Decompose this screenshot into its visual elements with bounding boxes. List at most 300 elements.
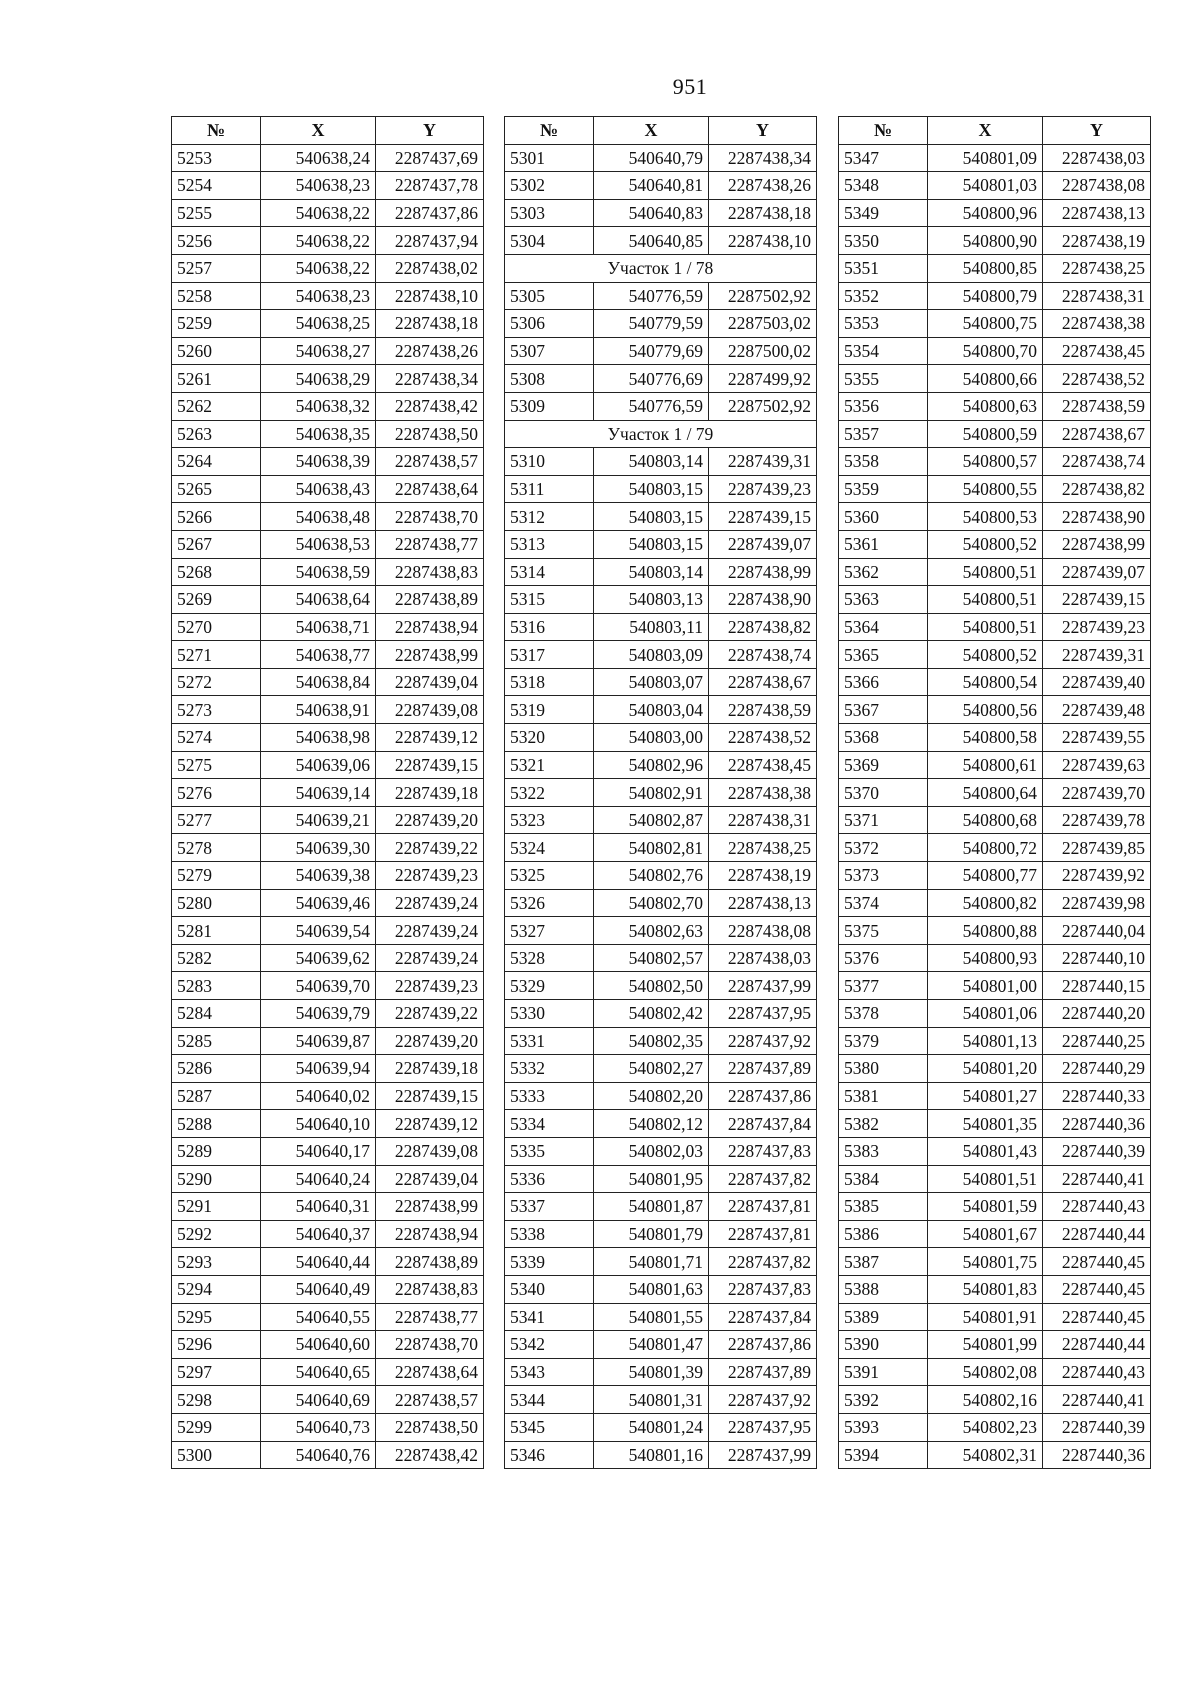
x-coordinate-cell: 540800,64: [928, 779, 1043, 807]
point-number-cell: 5323: [505, 806, 594, 834]
point-number-cell: 5298: [172, 1386, 261, 1414]
y-coordinate-cell: 2287438,59: [1043, 392, 1151, 420]
x-coordinate-cell: 540639,94: [261, 1055, 376, 1083]
table-row: [505, 475, 817, 503]
header-num: №: [172, 117, 261, 145]
table-row: [172, 1358, 484, 1386]
point-number-cell: 5296: [172, 1331, 261, 1359]
table-row: [839, 668, 1151, 696]
x-coordinate-cell: 540800,63: [928, 392, 1043, 420]
y-coordinate-cell: 2287438,50: [376, 1413, 484, 1441]
x-coordinate-cell: 540801,43: [928, 1137, 1043, 1165]
point-number-cell: 5305: [505, 282, 594, 310]
point-number-cell: 5370: [839, 779, 928, 807]
point-number-cell: 5335: [505, 1137, 594, 1165]
y-coordinate-cell: 2287437,95: [709, 1413, 817, 1441]
point-number-cell: 5255: [172, 199, 261, 227]
x-coordinate-cell: 540638,22: [261, 254, 376, 282]
x-coordinate-cell: 540803,15: [594, 475, 709, 503]
x-coordinate-cell: 540800,51: [928, 558, 1043, 586]
coordinate-table-2: [504, 116, 817, 1469]
x-coordinate-cell: 540639,87: [261, 1027, 376, 1055]
table-row: [839, 172, 1151, 200]
table-row: [505, 696, 817, 724]
table-row: [839, 254, 1151, 282]
point-number-cell: 5267: [172, 530, 261, 558]
x-coordinate-cell: 540639,14: [261, 779, 376, 807]
table-row: [505, 337, 817, 365]
point-number-cell: 5284: [172, 1000, 261, 1028]
y-coordinate-cell: 2287438,38: [709, 779, 817, 807]
x-coordinate-cell: 540802,70: [594, 889, 709, 917]
table-row: [172, 392, 484, 420]
table-row: [172, 668, 484, 696]
y-coordinate-cell: 2287440,41: [1043, 1386, 1151, 1414]
point-number-cell: 5264: [172, 448, 261, 476]
header-x: X: [594, 117, 709, 145]
point-number-cell: 5269: [172, 586, 261, 614]
y-coordinate-cell: 2287438,70: [376, 1331, 484, 1359]
y-coordinate-cell: 2287500,02: [709, 337, 817, 365]
y-coordinate-cell: 2287439,18: [376, 1055, 484, 1083]
point-number-cell: 5254: [172, 172, 261, 200]
point-number-cell: 5272: [172, 668, 261, 696]
y-coordinate-cell: 2287438,52: [709, 724, 817, 752]
x-coordinate-cell: 540801,87: [594, 1193, 709, 1221]
x-coordinate-cell: 540639,70: [261, 972, 376, 1000]
y-coordinate-cell: 2287437,83: [709, 1275, 817, 1303]
y-coordinate-cell: 2287437,84: [709, 1303, 817, 1331]
y-coordinate-cell: 2287437,86: [376, 199, 484, 227]
y-coordinate-cell: 2287437,92: [709, 1027, 817, 1055]
table-row: [172, 1137, 484, 1165]
table-row: [172, 1110, 484, 1138]
point-number-cell: 5328: [505, 944, 594, 972]
coordinate-table-3: [838, 116, 1151, 1469]
y-coordinate-cell: 2287438,90: [709, 586, 817, 614]
point-number-cell: 5363: [839, 586, 928, 614]
y-coordinate-cell: 2287437,89: [709, 1055, 817, 1083]
table-row: [505, 917, 817, 945]
point-number-cell: 5394: [839, 1441, 928, 1469]
x-coordinate-cell: 540638,23: [261, 282, 376, 310]
table-row: [839, 944, 1151, 972]
coordinate-table-1: [171, 116, 484, 1469]
y-coordinate-cell: 2287437,83: [709, 1137, 817, 1165]
point-number-cell: 5356: [839, 392, 928, 420]
point-number-cell: 5320: [505, 724, 594, 752]
x-coordinate-cell: 540802,50: [594, 972, 709, 1000]
table-row: [172, 1275, 484, 1303]
x-coordinate-cell: 540801,75: [928, 1248, 1043, 1276]
point-number-cell: 5361: [839, 530, 928, 558]
y-coordinate-cell: 2287439,78: [1043, 806, 1151, 834]
header-num: №: [839, 117, 928, 145]
y-coordinate-cell: 2287438,99: [376, 641, 484, 669]
x-coordinate-cell: 540638,71: [261, 613, 376, 641]
x-coordinate-cell: 540638,64: [261, 586, 376, 614]
table-row: [172, 806, 484, 834]
x-coordinate-cell: 540638,53: [261, 530, 376, 558]
x-coordinate-cell: 540803,14: [594, 558, 709, 586]
y-coordinate-cell: 2287503,02: [709, 310, 817, 338]
x-coordinate-cell: 540800,58: [928, 724, 1043, 752]
table-row: [505, 282, 817, 310]
table-row: [839, 586, 1151, 614]
x-coordinate-cell: 540801,31: [594, 1386, 709, 1414]
y-coordinate-cell: 2287438,02: [376, 254, 484, 282]
point-number-cell: 5375: [839, 917, 928, 945]
x-coordinate-cell: 540801,09: [928, 144, 1043, 172]
y-coordinate-cell: 2287438,19: [709, 862, 817, 890]
x-coordinate-cell: 540638,22: [261, 199, 376, 227]
x-coordinate-cell: 540638,22: [261, 227, 376, 255]
point-number-cell: 5253: [172, 144, 261, 172]
table-row: [172, 503, 484, 531]
point-number-cell: 5317: [505, 641, 594, 669]
table-row: [839, 282, 1151, 310]
x-coordinate-cell: 540638,35: [261, 420, 376, 448]
y-coordinate-cell: 2287438,42: [376, 392, 484, 420]
y-coordinate-cell: 2287439,15: [376, 1082, 484, 1110]
point-number-cell: 5390: [839, 1331, 928, 1359]
y-coordinate-cell: 2287437,78: [376, 172, 484, 200]
x-coordinate-cell: 540639,38: [261, 862, 376, 890]
point-number-cell: 5287: [172, 1082, 261, 1110]
y-coordinate-cell: 2287438,08: [1043, 172, 1151, 200]
table-row: [172, 779, 484, 807]
x-coordinate-cell: 540640,81: [594, 172, 709, 200]
x-coordinate-cell: 540801,39: [594, 1358, 709, 1386]
point-number-cell: 5315: [505, 586, 594, 614]
point-number-cell: 5347: [839, 144, 928, 172]
y-coordinate-cell: 2287499,92: [709, 365, 817, 393]
point-number-cell: 5360: [839, 503, 928, 531]
y-coordinate-cell: 2287440,20: [1043, 1000, 1151, 1028]
y-coordinate-cell: 2287438,94: [376, 1220, 484, 1248]
point-number-cell: 5388: [839, 1275, 928, 1303]
y-coordinate-cell: 2287438,74: [1043, 448, 1151, 476]
table-row: [839, 862, 1151, 890]
y-coordinate-cell: 2287437,99: [709, 972, 817, 1000]
y-coordinate-cell: 2287439,23: [376, 862, 484, 890]
point-number-cell: 5279: [172, 862, 261, 890]
y-coordinate-cell: 2287438,42: [376, 1441, 484, 1469]
point-number-cell: 5391: [839, 1358, 928, 1386]
point-number-cell: 5283: [172, 972, 261, 1000]
x-coordinate-cell: 540803,07: [594, 668, 709, 696]
x-coordinate-cell: 540800,54: [928, 668, 1043, 696]
header-x: X: [261, 117, 376, 145]
table-row: [839, 1137, 1151, 1165]
x-coordinate-cell: 540800,90: [928, 227, 1043, 255]
y-coordinate-cell: 2287438,57: [376, 1386, 484, 1414]
table-row: [172, 1220, 484, 1248]
y-coordinate-cell: 2287438,90: [1043, 503, 1151, 531]
point-number-cell: 5371: [839, 806, 928, 834]
table-row: [172, 1413, 484, 1441]
table-row: [839, 1303, 1151, 1331]
x-coordinate-cell: 540800,53: [928, 503, 1043, 531]
point-number-cell: 5316: [505, 613, 594, 641]
point-number-cell: 5346: [505, 1441, 594, 1469]
x-coordinate-cell: 540639,21: [261, 806, 376, 834]
point-number-cell: 5355: [839, 365, 928, 393]
y-coordinate-cell: 2287438,67: [709, 668, 817, 696]
point-number-cell: 5393: [839, 1413, 928, 1441]
x-coordinate-cell: 540800,51: [928, 586, 1043, 614]
y-coordinate-cell: 2287438,59: [709, 696, 817, 724]
table-row: [172, 199, 484, 227]
x-coordinate-cell: 540640,31: [261, 1193, 376, 1221]
table-row: [505, 199, 817, 227]
y-coordinate-cell: 2287438,77: [376, 530, 484, 558]
table-row: [505, 448, 817, 476]
y-coordinate-cell: 2287438,31: [709, 806, 817, 834]
table-row: [172, 917, 484, 945]
table-row: [505, 751, 817, 779]
x-coordinate-cell: 540802,63: [594, 917, 709, 945]
table-row: [172, 1027, 484, 1055]
table-row: [505, 530, 817, 558]
table-row: [839, 806, 1151, 834]
x-coordinate-cell: 540803,00: [594, 724, 709, 752]
y-coordinate-cell: 2287439,24: [376, 889, 484, 917]
table-row: [172, 889, 484, 917]
y-coordinate-cell: 2287437,94: [376, 227, 484, 255]
x-coordinate-cell: 540638,48: [261, 503, 376, 531]
table-row: [505, 1137, 817, 1165]
y-coordinate-cell: 2287438,74: [709, 641, 817, 669]
x-coordinate-cell: 540640,37: [261, 1220, 376, 1248]
table-row: [505, 779, 817, 807]
x-coordinate-cell: 540800,82: [928, 889, 1043, 917]
x-coordinate-cell: 540802,76: [594, 862, 709, 890]
table-row: [172, 696, 484, 724]
point-number-cell: 5309: [505, 392, 594, 420]
table-row: [172, 1082, 484, 1110]
x-coordinate-cell: 540802,57: [594, 944, 709, 972]
table-row: [172, 944, 484, 972]
x-coordinate-cell: 540638,77: [261, 641, 376, 669]
table-row: [505, 1000, 817, 1028]
y-coordinate-cell: 2287438,70: [376, 503, 484, 531]
point-number-cell: 5300: [172, 1441, 261, 1469]
table-row: [172, 144, 484, 172]
y-coordinate-cell: 2287437,84: [709, 1110, 817, 1138]
x-coordinate-cell: 540800,70: [928, 337, 1043, 365]
y-coordinate-cell: 2287438,31: [1043, 282, 1151, 310]
point-number-cell: 5280: [172, 889, 261, 917]
x-coordinate-cell: 540801,06: [928, 1000, 1043, 1028]
x-coordinate-cell: 540800,56: [928, 696, 1043, 724]
table-row: [172, 1248, 484, 1276]
y-coordinate-cell: 2287439,63: [1043, 751, 1151, 779]
y-coordinate-cell: 2287438,10: [376, 282, 484, 310]
x-coordinate-cell: 540801,35: [928, 1110, 1043, 1138]
point-number-cell: 5367: [839, 696, 928, 724]
point-number-cell: 5344: [505, 1386, 594, 1414]
table-row: [839, 227, 1151, 255]
table-row: [172, 1303, 484, 1331]
table-row: [172, 834, 484, 862]
header-row: [172, 117, 484, 145]
x-coordinate-cell: 540776,59: [594, 392, 709, 420]
table-row: [839, 392, 1151, 420]
point-number-cell: 5389: [839, 1303, 928, 1331]
table-row: [505, 144, 817, 172]
point-number-cell: 5345: [505, 1413, 594, 1441]
x-coordinate-cell: 540638,43: [261, 475, 376, 503]
x-coordinate-cell: 540640,24: [261, 1165, 376, 1193]
x-coordinate-cell: 540803,11: [594, 613, 709, 641]
header-y: Y: [376, 117, 484, 145]
table-row: [505, 1441, 817, 1469]
x-coordinate-cell: 540801,91: [928, 1303, 1043, 1331]
x-coordinate-cell: 540640,60: [261, 1331, 376, 1359]
y-coordinate-cell: 2287439,15: [1043, 586, 1151, 614]
x-coordinate-cell: 540802,31: [928, 1441, 1043, 1469]
y-coordinate-cell: 2287437,82: [709, 1165, 817, 1193]
point-number-cell: 5336: [505, 1165, 594, 1193]
table-row: [505, 641, 817, 669]
y-coordinate-cell: 2287439,20: [376, 806, 484, 834]
point-number-cell: 5304: [505, 227, 594, 255]
y-coordinate-cell: 2287438,45: [709, 751, 817, 779]
table-row: [172, 1331, 484, 1359]
table-row: [839, 448, 1151, 476]
y-coordinate-cell: 2287440,44: [1043, 1220, 1151, 1248]
point-number-cell: 5291: [172, 1193, 261, 1221]
x-coordinate-cell: 540779,59: [594, 310, 709, 338]
point-number-cell: 5387: [839, 1248, 928, 1276]
y-coordinate-cell: 2287439,12: [376, 724, 484, 752]
y-coordinate-cell: 2287439,92: [1043, 862, 1151, 890]
point-number-cell: 5258: [172, 282, 261, 310]
x-coordinate-cell: 540801,16: [594, 1441, 709, 1469]
x-coordinate-cell: 540801,99: [928, 1331, 1043, 1359]
table-row: [505, 1275, 817, 1303]
y-coordinate-cell: 2287439,18: [376, 779, 484, 807]
table-row: [172, 558, 484, 586]
x-coordinate-cell: 540802,12: [594, 1110, 709, 1138]
y-coordinate-cell: 2287437,82: [709, 1248, 817, 1276]
x-coordinate-cell: 540801,47: [594, 1331, 709, 1359]
y-coordinate-cell: 2287438,03: [709, 944, 817, 972]
y-coordinate-cell: 2287440,41: [1043, 1165, 1151, 1193]
section-row: [505, 254, 817, 282]
y-coordinate-cell: 2287439,98: [1043, 889, 1151, 917]
x-coordinate-cell: 540640,76: [261, 1441, 376, 1469]
header-y: Y: [1043, 117, 1151, 145]
y-coordinate-cell: 2287439,22: [376, 834, 484, 862]
y-coordinate-cell: 2287438,64: [376, 1358, 484, 1386]
y-coordinate-cell: 2287439,15: [376, 751, 484, 779]
x-coordinate-cell: 540640,73: [261, 1413, 376, 1441]
x-coordinate-cell: 540640,49: [261, 1275, 376, 1303]
x-coordinate-cell: 540640,83: [594, 199, 709, 227]
table-row: [839, 1386, 1151, 1414]
point-number-cell: 5278: [172, 834, 261, 862]
x-coordinate-cell: 540800,52: [928, 641, 1043, 669]
point-number-cell: 5273: [172, 696, 261, 724]
table-row: [505, 668, 817, 696]
table-row: [839, 1331, 1151, 1359]
section-title: Участок 1 / 79: [505, 420, 817, 448]
x-coordinate-cell: 540800,57: [928, 448, 1043, 476]
x-coordinate-cell: 540639,54: [261, 917, 376, 945]
x-coordinate-cell: 540800,68: [928, 806, 1043, 834]
table-row: [839, 1193, 1151, 1221]
point-number-cell: 5308: [505, 365, 594, 393]
table-row: [505, 310, 817, 338]
x-coordinate-cell: 540640,85: [594, 227, 709, 255]
table-row: [505, 1248, 817, 1276]
y-coordinate-cell: 2287438,50: [376, 420, 484, 448]
y-coordinate-cell: 2287440,04: [1043, 917, 1151, 945]
y-coordinate-cell: 2287440,45: [1043, 1248, 1151, 1276]
point-number-cell: 5259: [172, 310, 261, 338]
y-coordinate-cell: 2287440,33: [1043, 1082, 1151, 1110]
point-number-cell: 5271: [172, 641, 261, 669]
point-number-cell: 5381: [839, 1082, 928, 1110]
y-coordinate-cell: 2287437,95: [709, 1000, 817, 1028]
x-coordinate-cell: 540802,08: [928, 1358, 1043, 1386]
table-row: [172, 227, 484, 255]
point-number-cell: 5311: [505, 475, 594, 503]
table-row: [505, 1303, 817, 1331]
x-coordinate-cell: 540802,16: [928, 1386, 1043, 1414]
table-row: [505, 1082, 817, 1110]
table-row: [839, 475, 1151, 503]
table-row: [172, 613, 484, 641]
x-coordinate-cell: 540638,27: [261, 337, 376, 365]
point-number-cell: 5290: [172, 1165, 261, 1193]
point-number-cell: 5384: [839, 1165, 928, 1193]
y-coordinate-cell: 2287440,43: [1043, 1193, 1151, 1221]
table-row: [839, 310, 1151, 338]
header-num: №: [505, 117, 594, 145]
y-coordinate-cell: 2287439,55: [1043, 724, 1151, 752]
table-row: [505, 889, 817, 917]
x-coordinate-cell: 540801,55: [594, 1303, 709, 1331]
point-number-cell: 5325: [505, 862, 594, 890]
x-coordinate-cell: 540638,25: [261, 310, 376, 338]
y-coordinate-cell: 2287438,45: [1043, 337, 1151, 365]
table-row: [172, 862, 484, 890]
table-row: [172, 1000, 484, 1028]
point-number-cell: 5354: [839, 337, 928, 365]
table-row: [172, 751, 484, 779]
y-coordinate-cell: 2287439,85: [1043, 834, 1151, 862]
table-row: [839, 1027, 1151, 1055]
x-coordinate-cell: 540802,42: [594, 1000, 709, 1028]
table-row: [172, 586, 484, 614]
point-number-cell: 5257: [172, 254, 261, 282]
point-number-cell: 5321: [505, 751, 594, 779]
y-coordinate-cell: 2287440,39: [1043, 1137, 1151, 1165]
point-number-cell: 5385: [839, 1193, 928, 1221]
point-number-cell: 5380: [839, 1055, 928, 1083]
y-coordinate-cell: 2287438,26: [709, 172, 817, 200]
x-coordinate-cell: 540800,77: [928, 862, 1043, 890]
point-number-cell: 5359: [839, 475, 928, 503]
point-number-cell: 5314: [505, 558, 594, 586]
table-row: [839, 724, 1151, 752]
point-number-cell: 5351: [839, 254, 928, 282]
table-row: [839, 1055, 1151, 1083]
table-row: [839, 641, 1151, 669]
